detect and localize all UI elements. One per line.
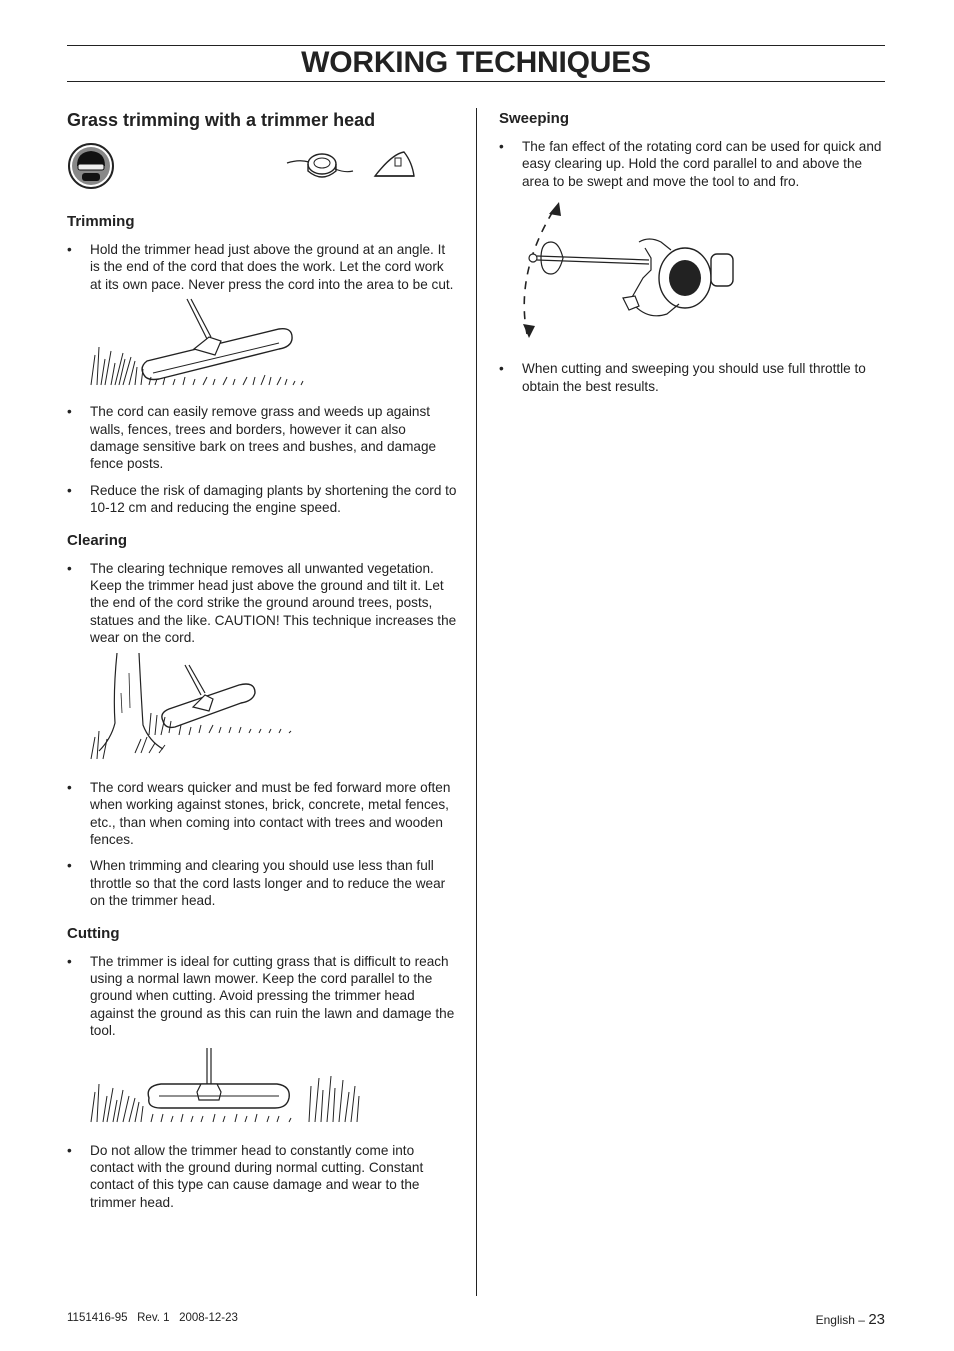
cutting-heading: Cutting (67, 924, 120, 942)
clearing-bullet-2: • The cord wears quicker and must be fed forward more often when working against stones, brick, concrete, metal fences, etc., than when coming into contact with trees and wooden fences. (67, 779, 457, 849)
header-bottom-rule (67, 81, 885, 82)
trimming-illustration (89, 297, 329, 389)
column-divider (476, 108, 477, 1296)
footer-language: English (815, 1313, 855, 1327)
trimmer-guard-icon (372, 148, 417, 188)
doc-reference: 1151416-95 Rev. 1 2008-12-23 (67, 1312, 238, 1324)
trimming-bullet-2: • The cord can easily remove grass and weeds up against walls, fences, trees and borders, however it can also damage sensitive bark on trees and bushes, and damage fence posts. (67, 403, 457, 473)
section-title: Grass trimming with a trimmer head (67, 110, 376, 130)
protective-helmet-icon (67, 142, 115, 190)
page-footer (816, 1311, 885, 1328)
cutting-bullet-2: • Do not allow the trimmer head to constantly come into contact with the ground during normal cutting. Constant contact of this type can cause damage and wear to the trimmer head. (67, 1142, 457, 1212)
trimming-bullet-3: • Reduce the risk of damaging plants by shortening the cord to 10-12 cm and reducing the engine speed. (67, 482, 457, 517)
sweeping-heading: Sweeping (499, 110, 570, 127)
trimmer-head-icon (285, 149, 355, 189)
cutting-bullet-1: • The trimmer is ideal for cutting grass that is difficult to reach using a normal lawn mower. Keep the cord parallel to the ground when cutting. Avoid pressing the trimmer head against the ground as this can ruin the lawn and damage the tool. (67, 953, 457, 1040)
sweeping-bullet-1: • The fan effect of the rotating cord can be used for quick and easy clearing up. Hold the cord parallel to and above the area to be swept and move the tool to and fro. (499, 138, 885, 190)
clearing-bullet-1: • The clearing technique removes all unwanted vegetation. Keep the trimmer head just above the ground and tilt it. Let the end of the cord strike the ground around trees, posts, statues and the like. CAUTION! This technique increases the wear on the cord. (67, 560, 457, 647)
right-column (499, 108, 885, 395)
left-column (67, 108, 457, 1211)
trimming-bullet-1: • Hold the trimmer head just above the ground at an angle. It is the end of the cord that does the work. Let the cord work at its own pace. Never press the cord into the area to be cut. (67, 241, 457, 293)
clearing-illustration (89, 653, 304, 765)
cutting-illustration (89, 1048, 364, 1130)
footer-separator: – (854, 1313, 869, 1327)
clearing-heading: Clearing (67, 531, 128, 549)
trimming-heading: Trimming (67, 213, 135, 230)
page-title: WORKING TECHNIQUES (301, 46, 651, 79)
clearing-bullet-3: • When trimming and clearing you should use less than full throttle so that the cord lasts longer and to reduce the wear on the trimmer head. (67, 857, 457, 909)
sweeping-bullet-2: • When cutting and sweeping you should use full throttle to obtain the best results. (499, 360, 885, 395)
page-number: 23 (868, 1311, 885, 1328)
sweeping-illustration (519, 202, 749, 342)
icon-row (67, 142, 457, 202)
